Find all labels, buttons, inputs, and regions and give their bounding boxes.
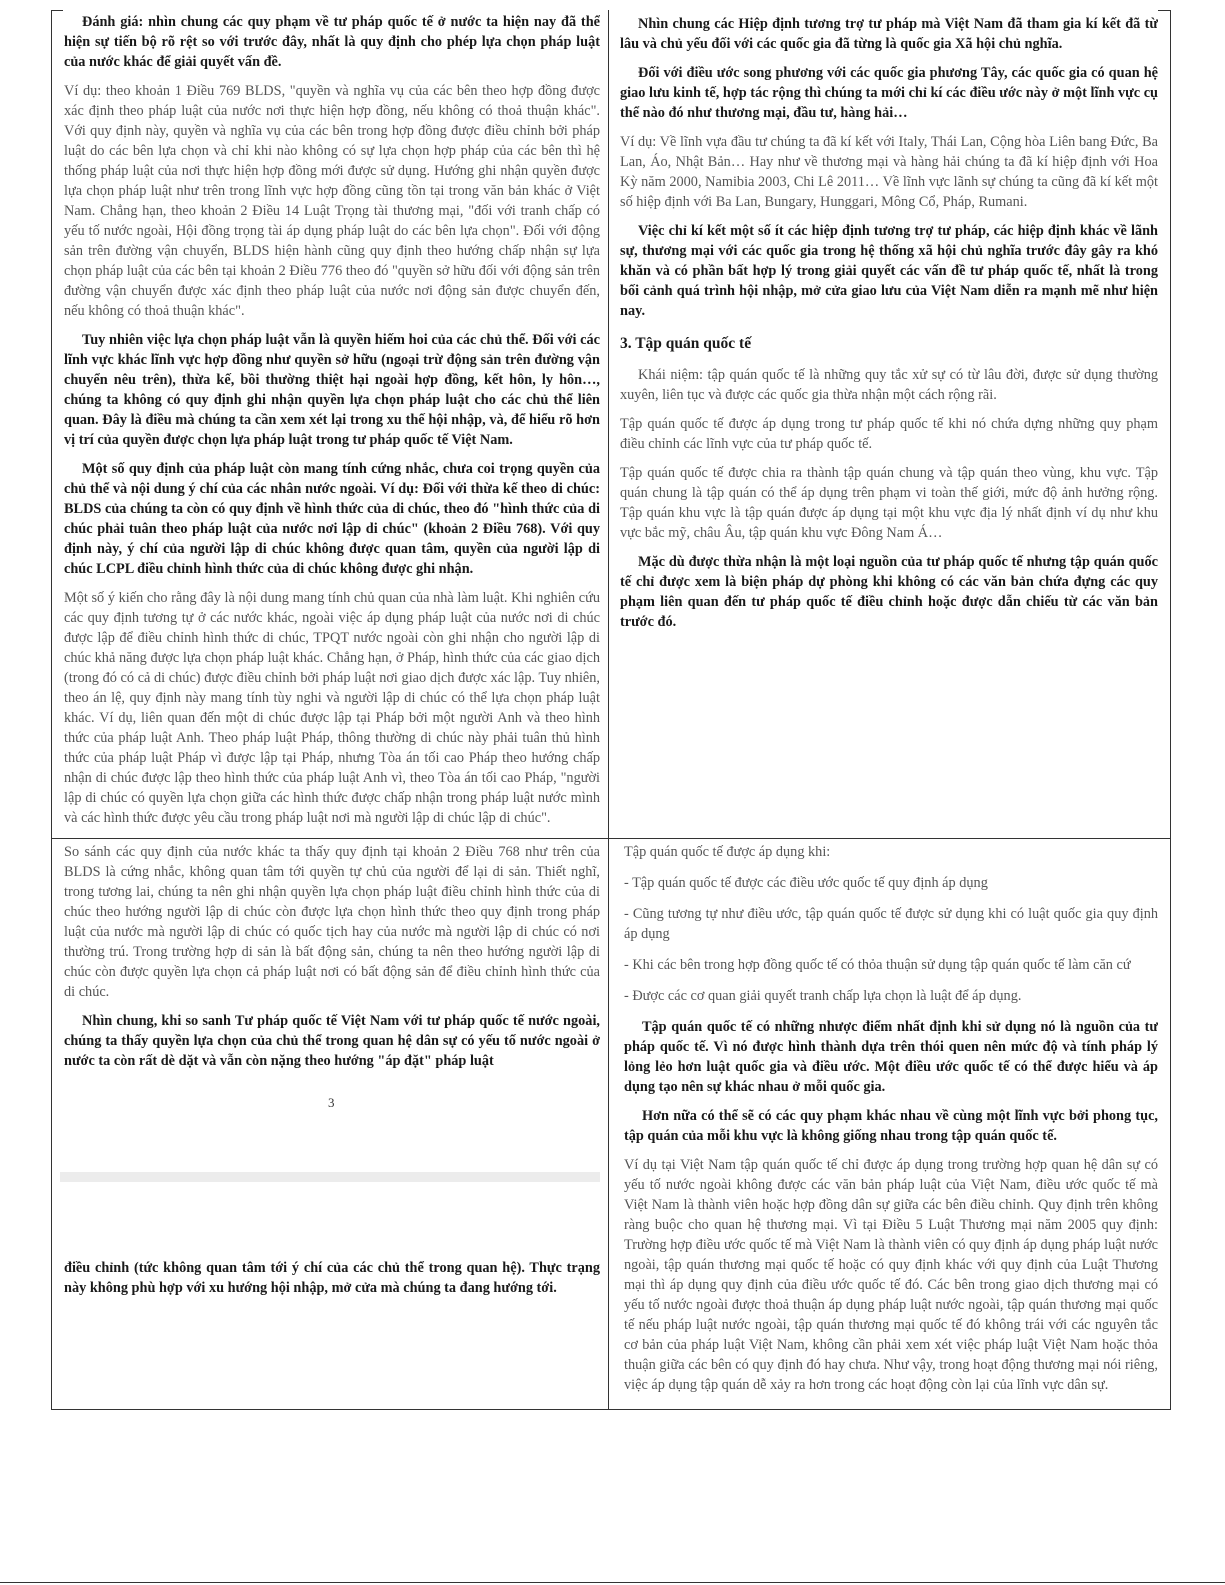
bottom-divider xyxy=(51,1409,1170,1410)
tr-backup-paragraph: Mặc dù được thừa nhận là một loại nguồn của tư pháp quốc tế nhưng tập quán quốc tế chỉ được xem là biện pháp dự phòng khi không có các văn bản chứa đựng các quy phạm liên quan đến tư pháp quốc tế điều chỉnh hoặc được dẫn chiếu từ các văn bản trước đó. xyxy=(620,554,1158,630)
tl-evaluation-paragraph: Đánh giá: nhìn chung các quy phạm về tư pháp quốc tế ở nước ta hiện nay đã thể hiện sự tiến bộ rõ rệt so với trước đây, nhất là quy định cho phép lựa chọn pháp luật của nước khác để giải quyết vấn đề. xyxy=(64,14,600,70)
br-list-item: - Được các cơ quan giải quyết tranh chấp lựa chọn là luật để áp dụng. xyxy=(624,988,1022,1004)
tr-application-paragraph: Tập quán quốc tế được áp dụng trong tư pháp quốc tế khi nó chứa dựng những quy phạm điều chỉnh các lĩnh vực của tư pháp quốc tế. xyxy=(620,416,1158,452)
bl-continuation-paragraph: điều chỉnh (tức không quan tâm tới ý chí của các chủ thể trong quan hệ). Thực trạng này không phù hợp với xu hướng hội nhập, mở cửa mà chúng ta đang hướng tới. xyxy=(64,1260,600,1296)
bottom-left-continuation xyxy=(64,1258,600,1318)
left-border xyxy=(51,10,52,1410)
page-gap-bar xyxy=(60,1172,600,1182)
tl-rigid-rules-paragraph: Một số quy định của pháp luật còn mang tính cứng nhắc, chưa coi trọng quyền của chủ thể và nội dung ý chí của các nhân nước ngoài. Ví dụ: Đối với thừa kế theo di chúc: BLDS của chúng ta còn có quy định về hình thức của di chúc, theo đó "hình thức của di chúc phải tuân theo pháp luật của nước nơi lập di chúc" (khoản 2 Điều 768). Với quy định này, ý chí của người lập di chúc không được quan tâm, quyền của người lập di chúc LCPL điều chỉnh hình thức của di chúc không được ghi nhận. xyxy=(64,461,600,577)
top-left-pane xyxy=(64,12,600,838)
bottom-left-pane xyxy=(64,842,600,1072)
br-list-item: - Cũng tương tự như điều ước, tập quán quốc tế được sử dụng khi có luật quốc gia quy định áp dụng xyxy=(624,906,1158,942)
tr-classification-paragraph: Tập quán quốc tế được chia ra thành tập quán chung và tập quán theo vùng, khu vực. Tập quán chung là tập quán có thể áp dụng trên phạm vi toàn thế giới, mức độ ảnh hưởng rộng. Tập quán khu vực là tập quán được áp dụng tại một khu vực địa lý nhất định ví dụ như khu vực bắc mỹ, châu Âu, tập quán khu vực Đông Nam Á… xyxy=(620,465,1158,541)
br-regional-paragraph: Hơn nữa có thể sẽ có các quy phạm khác nhau về cùng một lĩnh vực bởi phong tục, tập quán của mỗi khu vực là không giống nhau trong tập quán quốc tế. xyxy=(624,1108,1158,1144)
top-right-pane xyxy=(620,14,1158,838)
br-weakness-paragraph: Tập quán quốc tế có những nhược điểm nhất định khi sử dụng nó là nguồn của tư pháp quốc tế. Vì nó được hình thành dựa trên thói quen nên mức độ và tính pháp lý lỏng lẻo hơn luật quốc gia và điều ước. Một điều ước quốc tế có thể được hiểu và áp dụng tạo nên sự khác nhau ở mỗi quốc gia. xyxy=(624,1019,1158,1095)
br-vietnam-example-paragraph: Ví dụ tại Việt Nam tập quán quốc tế chỉ được áp dụng trong trường hợp quan hệ dân sự có yếu tố nước ngoài không được các văn bản pháp luật của Việt Nam, điều ước quốc tế mà Việt Nam là thành viên hoặc hợp đồng dân sự giữa các bên điều chỉnh. Quy định trên không ràng buộc cho quan hệ thương mại. Vì tại Điều 5 Luật Thương mại năm 2005 quy định: Trường hợp điều ước quốc tế mà Việt Nam là thành viên có quy định áp dụng pháp luật nước ngoài, tập quán thương mại quốc tế hoặc có quy định khác với quy định của Luật Thương mại thì áp dụng quy định của điều ước quốc tế đó. Các bên trong giao dịch thương mại có yếu tố nước ngoài được thoả thuận áp dụng pháp luật nước ngoài, tập quán thương mại quốc tế nếu pháp luật nước ngoài, tập quán thương mại quốc tế đó không trái với các nguyên tắc cơ bản của pháp luật Việt Nam, không cần phải xem xét việc pháp luật Việt Nam hoặc thỏa thuận giữa các bên có quy định đó hay chưa. Như vậy, trong hoạt động thương mại nói riêng, việc áp dụng tập quán dễ xảy ra hơn trong các hoạt động còn lại của lĩnh vực dân sự. xyxy=(624,1157,1158,1393)
br-list-item: - Khi các bên trong hợp đồng quốc tế có thỏa thuận sử dụng tập quán quốc tế làm căn cứ xyxy=(624,957,1131,973)
page-number: 3 xyxy=(328,1095,335,1110)
bl-compare-paragraph: So sánh các quy định của nước khác ta thấy quy định tại khoản 2 Điều 768 như trên của BLDS là cứng nhắc, không quan tâm tới quyền tự chủ của người để lại di sản. Thiết nghĩ, trong tương lai, chúng ta nên ghi nhận quyền lựa chọn pháp luật điều chỉnh hình thức của di chúc theo hướng người lập di chúc còn được lựa chọn hình thức theo quy định trong pháp luật của nước mà người lập di chúc có quốc tịch hay của nước mà người lập di chúc có nơi thường trú. Trong trường hợp di sản là bất động sản, chúng ta nên theo hướng người lập di chúc còn được quyền lựa chọn cả pháp luật nơi có bất động sản để điều chỉnh hình thức của di chúc. xyxy=(64,844,600,1000)
tr-limitation-paragraph: Việc chỉ kí kết một số ít các hiệp định tương trợ tư pháp, các hiệp định khác về lãnh sự, thương mại với các quốc gia trong hệ thống xã hội chủ nghĩa trước đây gây ra khó khăn và có phần bất hợp lý trong giải quyết các vấn đề tư pháp quốc tế, nhất là trong bối cảnh quá trình hội nhập, mở cửa giao lưu của Việt Nam diễn ra mạnh mẽ như hiện nay. xyxy=(620,223,1158,319)
tl-example-paragraph: Ví dụ: theo khoản 1 Điều 769 BLDS, "quyền và nghĩa vụ của các bên theo hợp đồng được xác định theo pháp luật của nước nơi thực hiện hợp đồng, nếu không có thoả thuận khác". Với quy định này, quyền và nghĩa vụ của các bên trong hợp đồng được điều chỉnh bởi pháp luật do các bên lựa chọn và chỉ khi nào không có sự lựa chọn hợp pháp của các bên thì hệ thống pháp luật của nơi thực hiện hợp đồng mới được sử dụng. Hướng ghi nhận quyền được lựa chọn pháp luật như trên trong lĩnh vực hợp đồng cũng tồn tại trong văn bản khác ở Việt Nam. Chẳng hạn, theo khoản 2 Điều 14 Luật Trọng tài thương mại, "đối với tranh chấp có yếu tố nước ngoài, Hội đồng trọng tài áp dụng pháp luật do các bên lựa chọn". Đối với động sản trên đường vận chuyển, BLDS hiện hành cũng quy định theo hướng chấp nhận sự lựa chọn pháp luật của các bên tại khoản 2 Điều 776 theo đó "quyền sở hữu đối với động sản trên đường vận chuyển được xác định theo pháp luật của nước nơi động sản được chuyển đến, nếu không có thoả thuận khác". xyxy=(64,83,600,319)
page-bottom-rule xyxy=(0,1582,1225,1583)
left-top-tick xyxy=(51,10,63,11)
tr-example-paragraph: Ví dụ: Về lĩnh vựa đầu tư chúng ta đã kí kết với Italy, Thái Lan, Cộng hòa Liên bang Đức, Ba Lan, Áo, Nhật Bản… Hay như về thương mại và hàng hải chúng ta đã kí hiệp định với Hoa Kỳ năm 2000, Namibia 2003, Chi Lê 2011… Về lĩnh vực lãnh sự chúng ta cũng đã kí kết một số hiệp định với Ba Lan, Bungary, Hunggari, Mông Cổ, Pháp, Rumani. xyxy=(620,134,1158,210)
br-list-item: - Tập quán quốc tế được các điều ước quốc tế quy định áp dụng xyxy=(624,875,988,891)
tl-opinion-paragraph: Một số ý kiến cho rằng đây là nội dung mang tính chủ quan của nhà làm luật. Khi nghiên cứu các quy định tương tự ở các nước khác, ngoài việc áp dụng pháp luật của nước nơi di chúc được lập để điều chỉnh hình thức di chúc, TPQT nước ngoài còn ghi nhận cho người lập di chúc khả năng được lựa chọn pháp luật khác. Chẳng hạn, ở Pháp, hình thức của các giao dịch (trong đó có cả di chúc) được điều chỉnh bởi pháp luật nơi giao dịch được xác lập. Tuy nhiên, theo án lệ, quy định này mang tính tùy nghi và người lập di chúc có thể lựa chọn pháp luật khác. Ví dụ, liên quan đến một di chúc được lập tại Pháp bởi một người Anh và theo hình thức của pháp luật Anh. Theo pháp luật Pháp, thông thường di chúc này phải tuân thủ hình thức của pháp luật Pháp vì được lập tại Pháp, nhưng Tòa án tối cao Pháp theo hướng chấp nhận di chúc được lập theo hình thức của pháp luật Anh vì, theo Tòa án tối cao Pháp, "người lập di chúc có quyền lựa chọn giữa các hình thức được chấp nhận trong pháp luật nước mình và các hình thức được yêu cầu trong pháp luật nơi mà người lập di chúc lập di chúc". xyxy=(64,590,600,826)
bl-summary-paragraph: Nhìn chung, khi so sanh Tư pháp quốc tế Việt Nam với tư pháp quốc tế nước ngoài, chúng ta thấy quyền lựa chọn của chủ thể trong quan hệ dân sự có yếu tố nước ngoài ở nước ta còn rất dè dặt và vẫn còn nặng theo hướng "áp đặt" pháp luật xyxy=(64,1013,600,1069)
section-heading-international-custom: 3. Tập quán quốc tế xyxy=(620,335,752,352)
right-top-tick xyxy=(1158,10,1170,11)
center-divider xyxy=(608,10,609,1410)
bottom-right-pane xyxy=(624,842,1158,1408)
middle-divider xyxy=(51,838,1170,839)
right-border xyxy=(1170,10,1171,1410)
tr-definition-paragraph: Khái niệm: tập quán quốc tế là những quy tắc xử sự có từ lâu đời, được sử dụng thường xuyên, liên tục và được các quốc gia thừa nhận một cách rộng rãi. xyxy=(620,367,1158,403)
tl-choice-paragraph: Tuy nhiên việc lựa chọn pháp luật vẫn là quyền hiếm hoi của các chủ thể. Đối với các lĩnh vực khác lĩnh vực hợp đồng như quyền sở hữu (ngoại trừ động sản trên đường vận chuyển nêu trên), thừa kế, bồi thường thiệt hại ngoài hợp đồng, kết hôn, ly hôn…, chúng ta không có quy định ghi nhận quyền lựa chọn pháp luật cho các chủ thể liên quan. Đây là điều mà chúng ta cần xem xét lại trong xu thế hội nhập, và, để hiểu rõ hơn vị trí của quyền được chọn lựa pháp luật trong tư pháp quốc tế Việt Nam. xyxy=(64,332,600,448)
br-intro: Tập quán quốc tế được áp dụng khi: xyxy=(624,844,831,860)
tr-bilateral-paragraph: Đối với điều ước song phương với các quốc gia phương Tây, các quốc gia có quan hệ giao lưu kinh tế, hợp tác rộng thì chúng ta mới chỉ kí các điều ước này ở một lĩnh vực cụ thể nào đó như thương mại, đầu tư, hàng hải… xyxy=(620,65,1158,121)
tr-agreements-paragraph: Nhìn chung các Hiệp định tương trợ tư pháp mà Việt Nam đã tham gia kí kết đã từ lâu và chủ yếu đối với các quốc gia đã từng là quốc gia Xã hội chủ nghĩa. xyxy=(620,16,1158,52)
